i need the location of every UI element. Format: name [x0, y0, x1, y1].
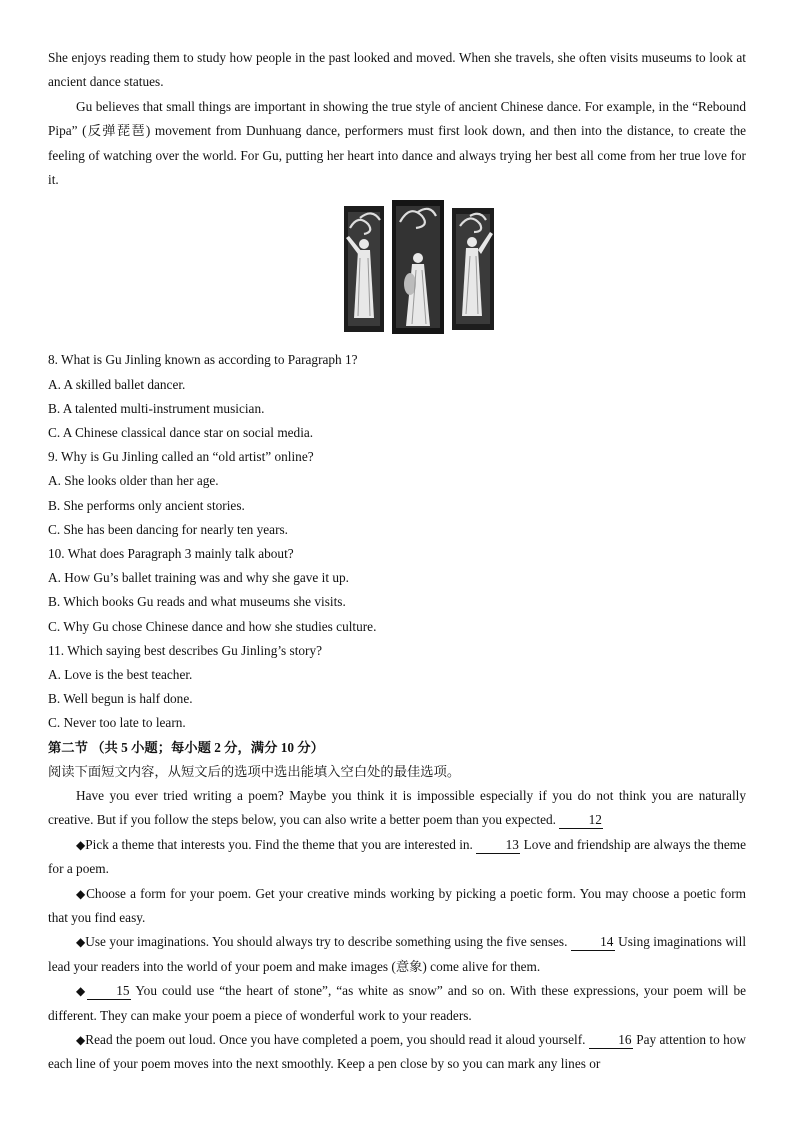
question-stem: 11. Which saying best describes Gu Jinling’s story?: [48, 642, 323, 658]
option-c: C. Never too late to learn.: [48, 715, 186, 731]
option-b: B. Well begun is half done.: [48, 691, 193, 707]
step-theme: [48, 833, 746, 882]
diamond-bullet-icon: [76, 983, 87, 998]
poem-intro-paragraph: [48, 784, 746, 833]
option-a: A. How Gu’s ballet training was and why she gave it up.: [48, 570, 349, 586]
blank-13: 13: [476, 837, 520, 854]
question-9: [48, 445, 746, 542]
passage-paragraph-1: She enjoys reading them to study how people in the past looked and moved. When she travels, she often visits museums to look at ancient dance statues.: [48, 50, 746, 90]
step-text: Use your imaginations. You should always try to describe something using the five senses.: [85, 934, 568, 950]
option-a: A. She looks older than her age.: [48, 473, 219, 489]
blank-16: 16: [589, 1032, 633, 1049]
step-text: Read the poem out loud. Once you have completed a poem, you should read it aloud yourself.: [85, 1031, 586, 1047]
question-stem: 8. What is Gu Jinling known as according to Paragraph 1?: [48, 352, 358, 368]
dunhuang-dancers-image: [340, 198, 500, 336]
step-after: Using imaginations will lead your readers into the world of your poem and make images (意象) come alive for them.: [48, 934, 747, 974]
dance-illustration: [48, 196, 746, 346]
option-c: C. A Chinese classical dance star on social media.: [48, 425, 314, 441]
option-b: B. She performs only ancient stories.: [48, 497, 245, 513]
section-heading: 第二节 （共 5 小题；每小题 2 分，满分 10 分）: [48, 739, 324, 755]
question-stem: 10. What does Paragraph 3 mainly talk about?: [48, 546, 294, 562]
section-instruction: 阅读下面短文内容，从短文后的选项中选出能填入空白处的最佳选项。: [48, 763, 461, 779]
step-text: Pick a theme that interests you. Find the theme that you are interested in.: [85, 836, 473, 852]
step-after: Love and friendship are always the theme for a poem.: [48, 836, 747, 877]
diamond-bullet-icon: [76, 837, 85, 852]
option-a: A. A skilled ballet dancer.: [48, 376, 186, 392]
option-a: A. Love is the best teacher.: [48, 667, 193, 683]
question-8: [48, 348, 746, 445]
step-imagination: [48, 930, 746, 979]
step-text: Choose a form for your poem. Get your creative minds working by picking a poetic form. You may choose a poetic form that you find easy.: [48, 885, 746, 925]
option-b: B. Which books Gu reads and what museums she visits.: [48, 594, 346, 610]
question-11: [48, 639, 746, 736]
step-form: [48, 882, 746, 931]
blank-15: 15: [87, 983, 131, 1000]
option-c: C. Why Gu chose Chinese dance and how she studies culture.: [48, 618, 377, 634]
step-after: Pay attention to how each line of your poem moves into the next smoothly. Keep a pen close by so you can mark any lines or: [48, 1031, 747, 1072]
step-read-aloud: [48, 1028, 746, 1077]
blank-12: 12: [559, 812, 603, 829]
step-after: You could use “the heart of stone”, “as white as snow” and so on. With these expressions, your poem will be different. They can make your poem a piece of wonderful work to your readers.: [48, 983, 746, 1023]
diamond-bullet-icon: [76, 934, 85, 949]
diamond-bullet-icon: [76, 1032, 85, 1047]
blank-14: 14: [571, 934, 615, 951]
passage-paragraph-2: Gu believes that small things are important in showing the true style of ancient Chinese dance. For example, in the “Rebound Pipa” (反弹琵琶) movement from Dunhuang dance, performers must first look down, and then into the distance, to create the feeling of watching over the world. For Gu, putting her heart into dance and always trying her best all come from her true love for it.: [48, 98, 746, 188]
question-stem: 9. Why is Gu Jinling called an “old artist” online?: [48, 449, 314, 465]
option-c: C. She has been dancing for nearly ten years.: [48, 521, 288, 537]
intro-text: Have you ever tried writing a poem? Maybe you think it is impossible especially if you do not think you are naturally creative. But if you follow the steps below, you can also write a better poem than you expected.: [48, 787, 746, 828]
question-10: [48, 542, 746, 639]
diamond-bullet-icon: [76, 886, 86, 901]
option-b: B. A talented multi-instrument musician.: [48, 400, 265, 416]
step-15: [48, 979, 746, 1028]
document-body: [48, 46, 746, 1077]
